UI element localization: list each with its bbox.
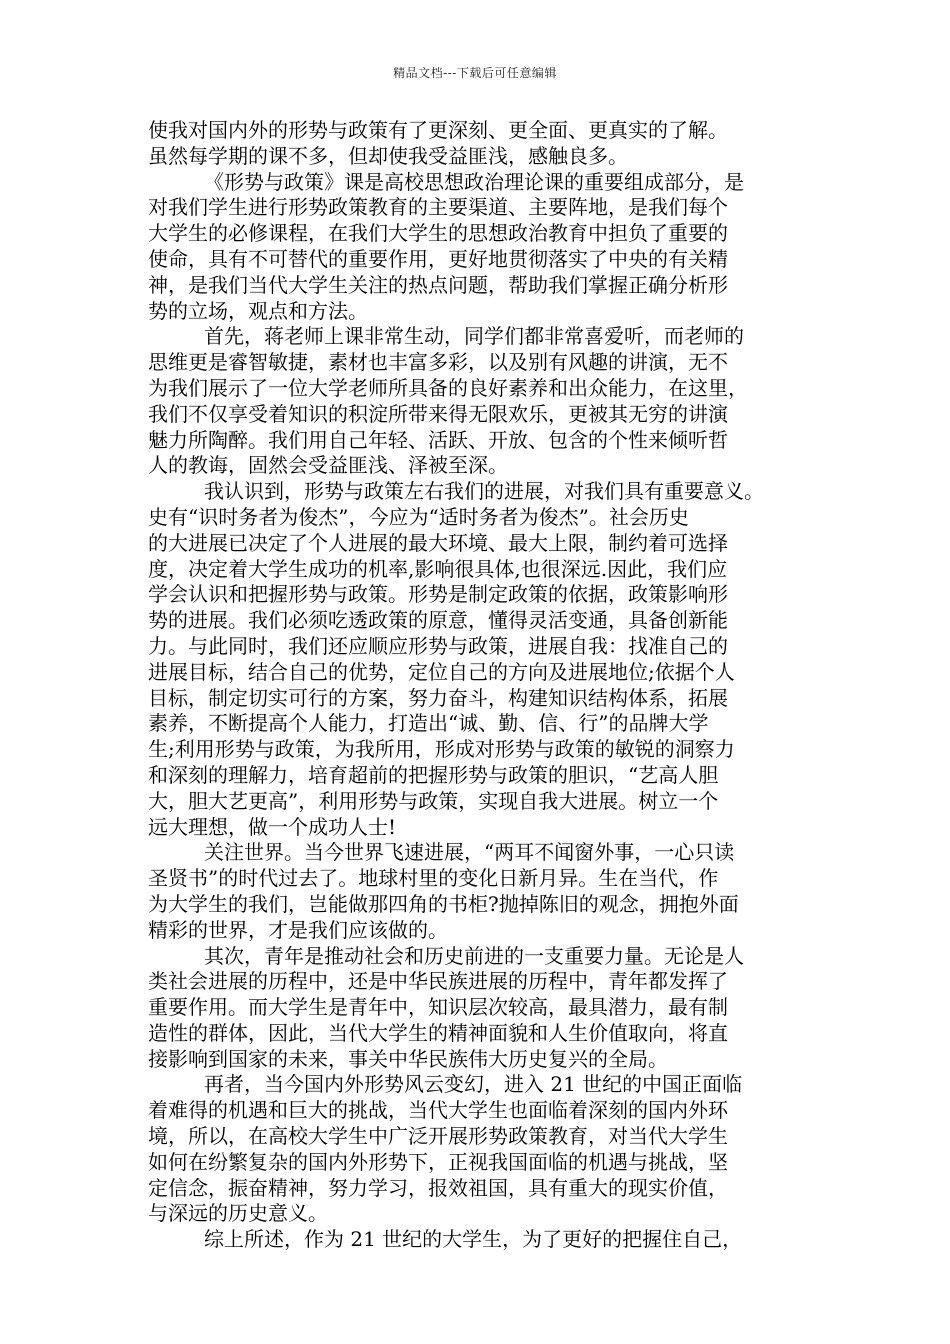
text-line: 综上所述，作为 21 世纪的大学生，为了更好的把握住自己，: [204, 1227, 743, 1252]
text-line: 度，决定着大学生成功的机率,影响很具体,也很深远.因此，我们应: [148, 556, 728, 581]
text-line: 为我们展示了一位大学老师所具备的良好素养和出众能力，在这里，: [148, 375, 748, 400]
document-body: [148, 118, 818, 1253]
text-line: 关注世界。当今世界飞速进展，“两耳不闻窗外事，一心只读: [204, 840, 735, 865]
text-line: 使我对国内外的形势与政策有了更深刻、更全面、更真实的了解。: [148, 118, 728, 142]
text-line: 使命，具有不可替代的重要作用，更好地贯彻落实了中央的有关精: [148, 246, 728, 271]
text-line: 素养，不断提高个人能力，打造出“诚、勤、信、行”的品牌大学: [148, 711, 709, 736]
text-line: 接影响到国家的未来，事关中华民族伟大历史复兴的全局。: [148, 1046, 668, 1071]
text-line: 境，所以，在高校大学生中广泛开展形势政策教育，对当代大学生: [148, 1124, 728, 1149]
text-line: 的大进展已决定了个人进展的最大环境、最大上限，制约着可选择: [148, 530, 728, 555]
text-line: 着难得的机遇和巨大的挑战，当代大学生也面临着深刻的国内外环: [148, 1098, 728, 1123]
text-line: 圣贤书”的时代过去了。地球村里的变化日新月异。生在当代，作: [148, 866, 719, 891]
text-line: 生;利用形势与政策，为我所用，形成对形势与政策的敏锐的洞察力: [148, 737, 735, 762]
page-header: 精品文档---下载后可任意编辑: [393, 66, 557, 80]
text-line: 对我们学生进行形势政策教育的主要渠道、主要阵地，是我们每个: [148, 195, 728, 220]
text-line: 与深远的历史意义。: [148, 1201, 328, 1226]
text-line: 虽然每学期的课不多，但却使我受益匪浅，感触良多。: [148, 143, 628, 168]
text-line: 类社会进展的历程中，还是中华民族进展的历程中，青年都发挥了: [148, 969, 728, 994]
text-line: 造性的群体，因此，当代大学生的精神面貌和人生价值取向，将直: [148, 1020, 728, 1045]
text-line: 重要作用。而大学生是青年中，知识层次较高，最具潜力，最有制: [148, 995, 728, 1020]
text-line: 进展目标，结合自己的优势，定位自己的方向及进展地位;依据个人: [148, 659, 735, 684]
text-line: 大，胆大艺更高”，利用形势与政策，实现自我大进展。树立一个: [148, 788, 719, 813]
text-line: 神，是我们当代大学生关注的热点问题，帮助我们掌握正确分析形: [148, 272, 728, 297]
text-line: 再者，当今国内外形势风云变幻，进入 21 世纪的中国正面临: [204, 1072, 743, 1097]
text-line: 为大学生的我们，岂能做那四角的书柜?抛掉陈旧的观念，拥抱外面: [148, 891, 739, 916]
text-line: 其次，青年是推动社会和历史前进的一支重要力量。无论是人: [204, 943, 744, 968]
text-line: 力。与此同时，我们还应顺应形势与政策，进展自我：找准自己的: [148, 633, 728, 658]
text-line: 学会认识和把握形势与政策。形势是制定政策的依据，政策影响形: [148, 582, 728, 607]
text-line: 思维更是睿智敏捷，素材也丰富多彩，以及别有风趣的讲演，无不: [148, 350, 728, 375]
text-line: 目标，制定切实可行的方案，努力奋斗，构建知识结构体系，拓展: [148, 685, 728, 710]
text-line: 我们不仅享受着知识的积淀所带来得无限欢乐，更被其无穷的讲演: [148, 401, 728, 426]
text-line: 和深刻的理解力，培育超前的把握形势与政策的胆识，“艺高人胆: [148, 762, 719, 787]
text-line: 势的进展。我们必须吃透政策的原意，懂得灵活变通，具备创新能: [148, 608, 728, 633]
text-line: 精彩的世界，才是我们应该做的。: [148, 917, 448, 942]
text-line: 我认识到，形势与政策左右我们的进展，对我们具有重要意义。: [204, 479, 764, 504]
text-line: 人的教诲，固然会受益匪浅、泽被至深。: [148, 453, 508, 478]
text-line: 大学生的必修课程，在我们大学生的思想政治教育中担负了重要的: [148, 221, 728, 246]
text-line: 史有“识时务者为俊杰”，今应为“适时务者为俊杰”。社会历史: [148, 504, 689, 529]
text-line: 势的立场，观点和方法。: [148, 298, 368, 323]
text-line: 如何在纷繁复杂的国内外形势下，正视我国面临的机遇与挑战，坚: [148, 1149, 728, 1174]
text-line: 魅力所陶醉。我们用自己年轻、活跃、开放、包含的个性来倾听哲: [148, 427, 728, 452]
text-line: 远大理想，做一个成功人士!: [148, 814, 397, 839]
text-line: 首先，蒋老师上课非常生动，同学们都非常喜爱听，而老师的: [204, 324, 744, 349]
text-line: 定信念，振奋精神，努力学习，报效祖国，具有重大的现实价值，: [148, 1175, 728, 1200]
text-line: 《形势与政策》课是高校思想政治理论课的重要组成部分，是: [204, 169, 744, 194]
